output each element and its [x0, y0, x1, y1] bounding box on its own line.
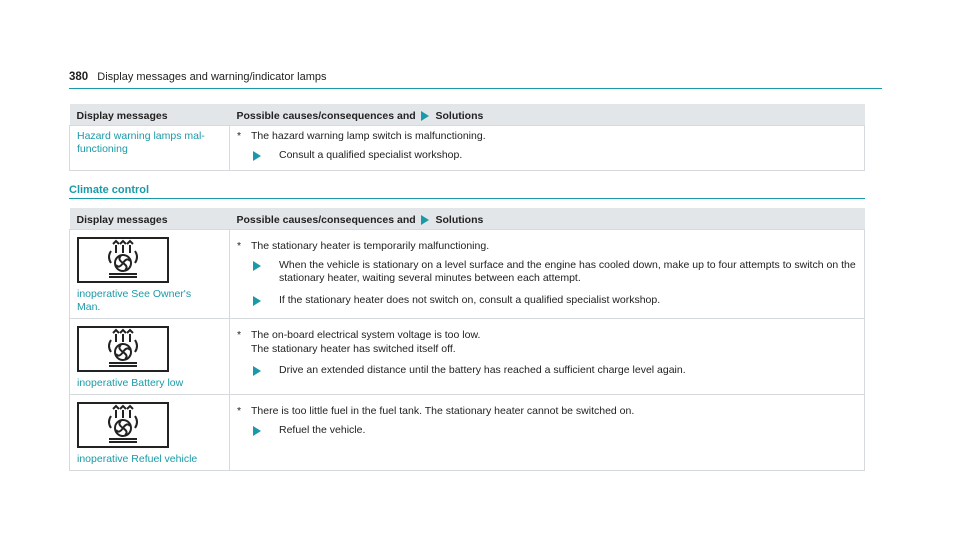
play-arrow-icon [253, 366, 261, 376]
table-row [70, 126, 865, 171]
message-cell [70, 395, 230, 471]
climate-table [69, 208, 865, 471]
table-row [70, 230, 865, 319]
cause-text: The stationary heater is temporarily malfunctioning. [251, 240, 490, 252]
stationary-heater-icon [77, 402, 169, 448]
page-header-title: Display messages and warning/indicator lamps [97, 71, 327, 83]
message-cell [70, 319, 230, 395]
table-header-row [70, 208, 865, 230]
cause-extra-text: The stationary heater has switched itself off. [251, 343, 456, 355]
col-header-causes-text: Possible causes/consequences and [236, 110, 416, 122]
col-header-causes [230, 104, 865, 126]
cause-item [237, 130, 857, 143]
cause-item [237, 240, 857, 253]
col-header-solutions-text: Solutions [435, 214, 484, 226]
solution-item [251, 149, 857, 163]
page-header [69, 71, 865, 83]
display-message-text: inoperative See Owner's Man. [77, 288, 192, 313]
bullet-asterisk-icon: * [237, 240, 242, 252]
section-divider [69, 198, 865, 199]
page-number: 380 [69, 71, 89, 83]
solution-text: When the vehicle is stationary on a level surface and the engine has cooled down, make up to four attempts to switch on the stationary heater, waiting several minutes between each attempt. [279, 259, 856, 284]
play-arrow-icon [253, 296, 261, 306]
col-header-display-messages: Display messages [70, 104, 230, 126]
solution-text: Refuel the vehicle. [279, 424, 366, 436]
play-arrow-icon [253, 261, 261, 271]
cause-item [237, 405, 857, 418]
table-row [70, 319, 865, 395]
message-cell [70, 126, 230, 171]
solution-item [251, 294, 857, 308]
cause-text: The hazard warning lamp switch is malfunctioning. [251, 130, 486, 142]
solution-text: Consult a qualified specialist workshop. [279, 149, 463, 161]
play-arrow-icon [253, 151, 261, 161]
section-title: Climate control [69, 184, 150, 196]
play-arrow-icon [253, 426, 261, 436]
solution-text: If the stationary heater does not switch on, consult a qualified specialist workshop. [279, 294, 661, 306]
display-message-text: Hazard warning lamps mal- functioning [77, 130, 205, 155]
stationary-heater-icon [77, 326, 169, 372]
col-header-solutions-text: Solutions [435, 110, 484, 122]
solution-item [251, 364, 857, 378]
message-cell [70, 230, 230, 319]
bullet-asterisk-icon: * [237, 130, 242, 142]
header-divider [69, 88, 882, 89]
cause-cell [230, 230, 865, 319]
stationary-heater-icon [77, 237, 169, 283]
solution-item [251, 424, 857, 438]
cause-text: The on-board electrical system voltage is too low. [251, 329, 481, 341]
play-arrow-icon [421, 215, 429, 225]
bullet-asterisk-icon: * [237, 405, 242, 417]
solution-text: Drive an extended distance until the battery has reached a sufficient charge level again. [279, 364, 686, 376]
cause-text: There is too little fuel in the fuel tank. The stationary heater cannot be switched on. [251, 405, 635, 417]
bullet-asterisk-icon: * [237, 329, 242, 341]
table-header-row [70, 104, 865, 126]
play-arrow-icon [421, 111, 429, 121]
cause-cell [230, 395, 865, 471]
col-header-causes [230, 208, 865, 230]
cause-cell [230, 319, 865, 395]
display-message-text: inoperative Refuel vehicle [77, 453, 198, 465]
cause-item [237, 329, 857, 342]
display-message-text: inoperative Battery low [77, 377, 184, 389]
solution-item [251, 259, 857, 285]
hazard-table [69, 104, 865, 171]
col-header-display-messages: Display messages [70, 208, 230, 230]
cause-cell [230, 126, 865, 171]
table-row [70, 395, 865, 471]
col-header-causes-text: Possible causes/consequences and [236, 214, 416, 226]
